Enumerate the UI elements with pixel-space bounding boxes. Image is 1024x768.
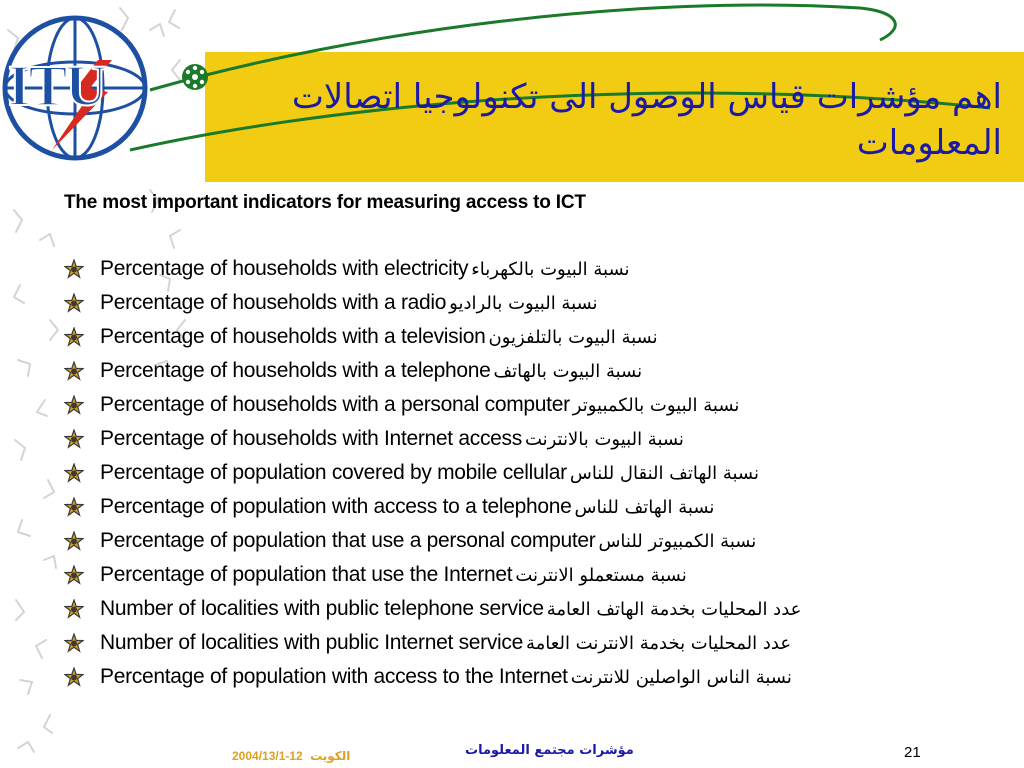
- indicator-arabic: نسبة البيوت بالتلفزيون: [488, 326, 658, 348]
- star-bullet-icon: [64, 429, 84, 449]
- indicator-item: [64, 524, 801, 558]
- indicator-arabic: نسبة الهاتف للناس: [574, 496, 715, 518]
- indicator-item: [64, 558, 801, 592]
- star-bullet-icon: [64, 633, 84, 653]
- indicator-arabic: نسبة الناس الواصلين للانترنت: [570, 666, 792, 688]
- indicator-english: Percentage of population that use a personal computer: [100, 529, 596, 552]
- indicator-arabic: نسبة مستعملو الانترنت: [515, 564, 687, 586]
- indicator-item: [64, 388, 801, 422]
- indicator-english: Percentage of population with access to a telephone: [100, 495, 572, 518]
- star-bullet-icon: [64, 395, 84, 415]
- indicator-english: Percentage of households with a radio: [100, 291, 447, 314]
- indicator-item: [64, 422, 801, 456]
- indicator-item: [64, 660, 801, 694]
- footer-date: [232, 749, 350, 763]
- indicator-item: [64, 252, 801, 286]
- indicator-arabic: نسبة البيوت بالكهرباء: [471, 258, 630, 280]
- indicator-english: Percentage of households with electricity: [100, 257, 469, 280]
- indicator-english: Number of localities with public Internet service: [100, 631, 523, 654]
- footer-title: مؤشرات مجتمع المعلومات: [465, 743, 634, 758]
- indicator-english: Number of localities with public telephone service: [100, 597, 544, 620]
- indicator-item: [64, 456, 801, 490]
- star-bullet-icon: [64, 327, 84, 347]
- indicator-english: Percentage of households with a personal computer: [100, 393, 570, 416]
- indicator-arabic: نسبة الهاتف النقال للناس: [569, 462, 759, 484]
- star-bullet-icon: [64, 531, 84, 551]
- star-bullet-icon: [64, 361, 84, 381]
- star-bullet-icon: [64, 259, 84, 279]
- slide-title: اهم مؤشرات قياس الوصول الى تكنولوجيا اتصالات المعلومات: [291, 77, 1002, 163]
- itu-logo-text: ITU: [8, 53, 106, 118]
- star-bullet-icon: [64, 667, 84, 687]
- indicator-english: Percentage of households with a telephone: [100, 359, 491, 382]
- indicator-arabic: نسبة البيوت بالانترنت: [524, 428, 684, 450]
- indicator-item: [64, 592, 801, 626]
- indicator-item: [64, 626, 801, 660]
- indicator-english: Percentage of population with access to the Internet: [100, 665, 568, 688]
- indicator-arabic: نسبة البيوت بالهاتف: [493, 360, 643, 382]
- star-bullet-icon: [64, 497, 84, 517]
- indicator-arabic: نسبة البيوت بالكمبيوتر: [572, 394, 740, 416]
- indicator-list: [64, 252, 801, 694]
- footer-date-value: 2004/13/1-12: [232, 749, 303, 763]
- indicator-arabic: عدد المحليات بخدمة الانترنت العامة: [526, 632, 792, 654]
- star-bullet-icon: [64, 599, 84, 619]
- star-bullet-icon: [64, 565, 84, 585]
- page-number: 21: [904, 744, 921, 761]
- indicator-item: [64, 286, 801, 320]
- footer-city: الكويت: [310, 749, 351, 763]
- indicator-item: [64, 354, 801, 388]
- star-bullet-icon: [64, 463, 84, 483]
- indicator-item: [64, 490, 801, 524]
- indicator-arabic: عدد المحليات بخدمة الهاتف العامة: [546, 598, 802, 620]
- slide-subtitle: The most important indicators for measuring access to ICT: [64, 192, 586, 213]
- indicator-arabic: نسبة الكمبيوتر للناس: [598, 530, 757, 552]
- network-node-icon: [182, 64, 208, 90]
- indicator-english: Percentage of population that use the Internet: [100, 563, 513, 586]
- star-bullet-icon: [64, 293, 84, 313]
- indicator-english: Percentage of households with a television: [100, 325, 486, 348]
- indicator-item: [64, 320, 801, 354]
- indicator-english: Percentage of households with Internet access: [100, 427, 522, 450]
- indicator-arabic: نسبة البيوت بالراديو: [449, 292, 598, 314]
- indicator-english: Percentage of population covered by mobile cellular: [100, 461, 567, 484]
